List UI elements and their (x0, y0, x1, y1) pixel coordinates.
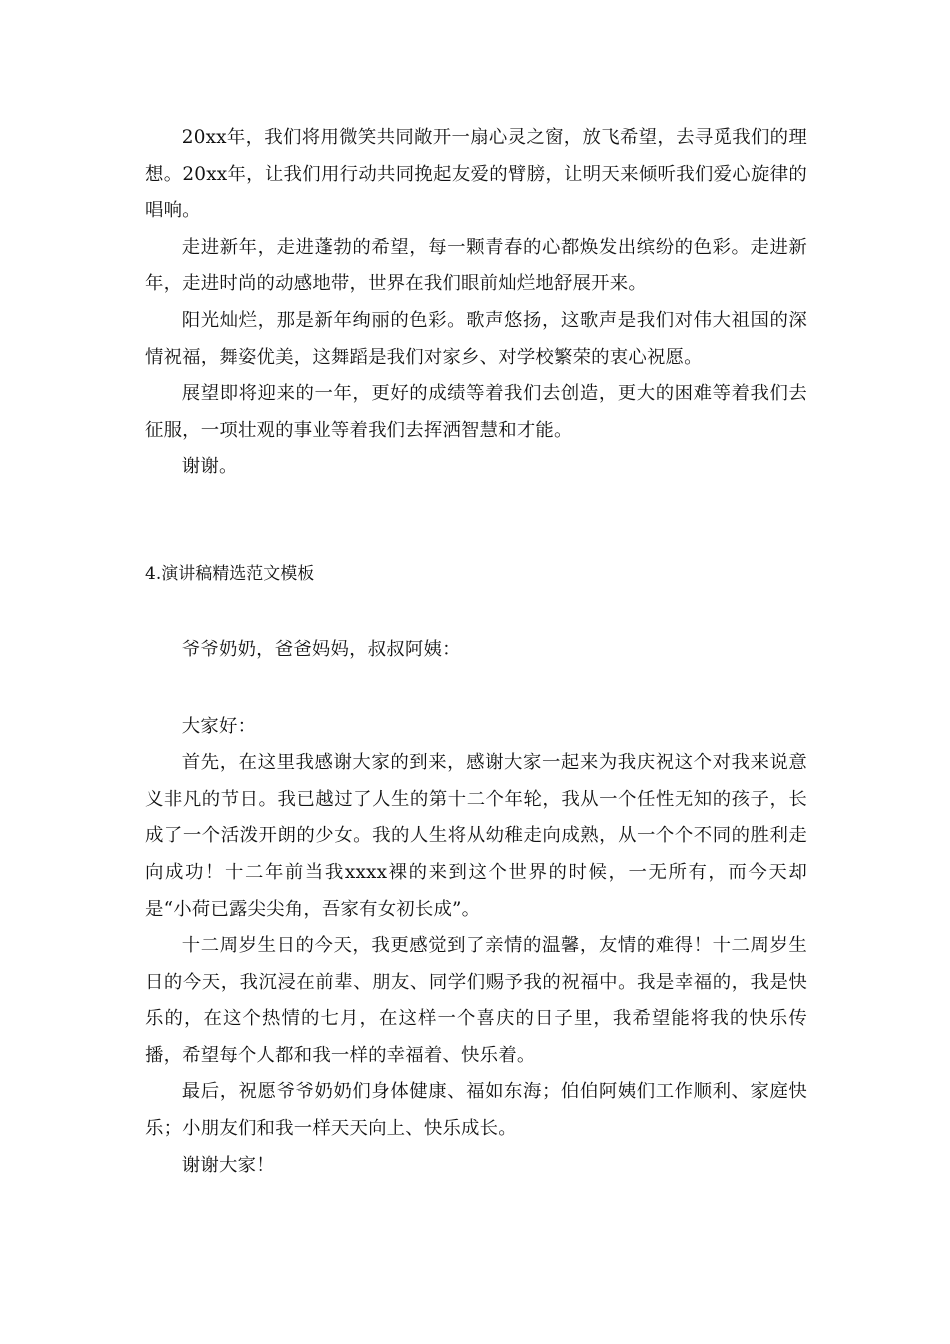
paragraph: 最后，祝愿爷爷奶奶们身体健康、福如东海；伯伯阿姨们工作顺利、家庭快乐；小朋友们和我一样天天向上、快乐成长。 (145, 1081, 807, 1140)
salutation-line: 大家好： (181, 715, 257, 737)
speech-section-new-year (145, 120, 807, 486)
greeting-line: 爷爷奶奶，爸爸妈妈，叔叔阿姨： (181, 638, 461, 660)
section-heading: 4.演讲稿精选范文模板 (145, 563, 315, 584)
paragraph: 20xx年，我们将用微笑共同敞开一扇心灵之窗，放飞希望，去寻觅我们的理想。20xx年，让我们用行动共同挽起友爱的臂膀，让明天来倾听我们爱心旋律的唱响。 (145, 127, 807, 222)
paragraph: 展望即将迎来的一年，更好的成绩等着我们去创造，更大的困难等着我们去征服，一项壮观的事业等着我们去挥洒智慧和才能。 (145, 383, 807, 441)
spacer (145, 669, 807, 709)
section-spacer (145, 486, 807, 556)
paragraph: 首先，在这里我感谢大家的到来，感谢大家一起来为我庆祝这个对我来说意义非凡的节日。我已越过了人生的第十二个年轮，我从一个任性无知的孩子，长成了一个活泼开朗的少女。我的人生将从幼稚走向成熟，从一个个不同的胜利走向成功！十二年前当我xxxx裸的来到这个世界的时候，一无所有，而今天却是“小荷已露尖尖角，吾家有女初长成”。 (145, 752, 807, 920)
document-body (145, 120, 807, 1184)
spacer (145, 592, 807, 632)
closing-thanks: 谢谢。 (181, 456, 238, 478)
closing-thanks: 谢谢大家！ (181, 1154, 275, 1176)
speech-section-birthday (145, 556, 807, 1184)
paragraph: 阳光灿烂，那是新年绚丽的色彩。歌声悠扬，这歌声是我们对伟大祖国的深情祝福，舞姿优美，这舞蹈是我们对家乡、对学校繁荣的衷心祝愿。 (145, 309, 807, 368)
paragraph: 十二周岁生日的今天，我更感觉到了亲情的温馨，友情的难得！十二周岁生日的今天，我沉浸在前辈、朋友、同学们赐予我的祝福中。我是幸福的，我是快乐的，在这个热情的七月，在这样一个喜庆的日子里，我希望能将我的快乐传播，希望每个人都和我一样的幸福着、快乐着。 (145, 935, 807, 1066)
paragraph: 走进新年，走进蓬勃的希望，每一颗青春的心都焕发出缤纷的色彩。走进新年，走进时尚的动感地带，世界在我们眼前灿烂地舒展开来。 (145, 236, 807, 295)
